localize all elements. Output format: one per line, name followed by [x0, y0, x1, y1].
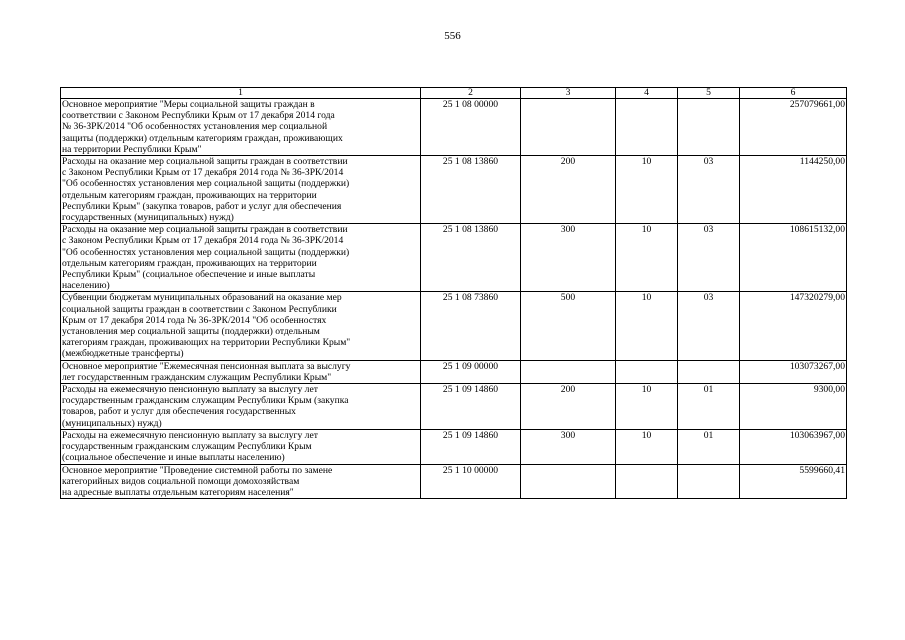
row-section-cell: 10: [616, 384, 678, 430]
row-name-cell: Расходы на ежемесячную пенсионную выплату за выслугу лет государственным гражданским служащим Республики Крым (социальное обеспечение и иные выплаты населению): [61, 429, 421, 464]
row-section-cell: 10: [616, 292, 678, 360]
row-subsection-cell: 03: [678, 224, 740, 292]
row-sum-cell: 108615132,00: [740, 224, 847, 292]
page-number: 556: [444, 30, 461, 42]
header-cell: 6: [740, 88, 847, 99]
table-row: [61, 292, 847, 360]
row-code-cell: 25 1 09 14860: [421, 429, 521, 464]
row-expense-type-cell: 300: [521, 429, 616, 464]
row-expense-type-cell: 200: [521, 156, 616, 224]
header-row: [61, 88, 847, 99]
row-sum-cell: 5599660,41: [740, 464, 847, 499]
header-cell: 4: [616, 88, 678, 99]
header-cell: 3: [521, 88, 616, 99]
row-subsection-cell: [678, 99, 740, 156]
row-section-cell: 10: [616, 156, 678, 224]
row-subsection-cell: [678, 464, 740, 499]
row-sum-cell: 1144250,00: [740, 156, 847, 224]
row-sum-cell: 103073267,00: [740, 360, 847, 383]
row-name-cell: Расходы на ежемесячную пенсионную выплату за выслугу лет государственным гражданским служащим Республики Крым (закупка товаров, работ и услуг для обеспечения государственных (муниципальных) нужд): [61, 384, 421, 430]
row-sum-cell: 147320279,00: [740, 292, 847, 360]
row-code-cell: 25 1 08 13860: [421, 156, 521, 224]
row-name-cell: Расходы на оказание мер социальной защиты граждан в соответствии с Законом Республики Крым от 17 декабря 2014 года № 36-ЗРК/2014 "Об особенностях установления мер социальной защиты (поддержки) отдельным категориям граждан, проживающих на территории Республики Крым" (закупка товаров, работ и услуг для обеспечения государственных (муниципальных) нужд): [61, 156, 421, 224]
row-subsection-cell: 01: [678, 384, 740, 430]
row-name-cell: Основное мероприятие "Меры социальной защиты граждан в соответствии с Законом Республики Крым от 17 декабря 2014 года № 36-ЗРК/2014 "Об особенностях установления мер социальной защиты (поддержки) отдельным категориям граждан, проживающих на территории Республики Крым": [61, 99, 421, 156]
row-expense-type-cell: 200: [521, 384, 616, 430]
row-code-cell: 25 1 10 00000: [421, 464, 521, 499]
row-section-cell: [616, 99, 678, 156]
table-row: [61, 360, 847, 383]
row-code-cell: 25 1 08 00000: [421, 99, 521, 156]
row-code-cell: 25 1 08 73860: [421, 292, 521, 360]
table-row: [61, 384, 847, 430]
header-cell: 1: [61, 88, 421, 99]
row-sum-cell: 9300,00: [740, 384, 847, 430]
row-code-cell: 25 1 09 00000: [421, 360, 521, 383]
table-row: [61, 224, 847, 292]
header-cell: 5: [678, 88, 740, 99]
header-cell: 2: [421, 88, 521, 99]
row-name-cell: Основное мероприятие "Проведение системной работы по замене категорийных видов социальной помощи домохозяйствам на адресные выплаты отдельным категориям населения": [61, 464, 421, 499]
row-sum-cell: 257079661,00: [740, 99, 847, 156]
table-row: [61, 464, 847, 499]
row-name-cell: Расходы на оказание мер социальной защиты граждан в соответствии с Законом Республики Крым от 17 декабря 2014 года № 36-ЗРК/2014 "Об особенностях установления мер социальной защиты (поддержки) отдельным категориям граждан, проживающих на территории Республики Крым" (социальное обеспечение и иные выплаты населению): [61, 224, 421, 292]
row-code-cell: 25 1 08 13860: [421, 224, 521, 292]
row-section-cell: [616, 464, 678, 499]
table-row: [61, 99, 847, 156]
row-code-cell: 25 1 09 14860: [421, 384, 521, 430]
row-section-cell: [616, 360, 678, 383]
table-row: [61, 156, 847, 224]
row-expense-type-cell: [521, 360, 616, 383]
table-row: [61, 429, 847, 464]
row-subsection-cell: 03: [678, 156, 740, 224]
row-expense-type-cell: 300: [521, 224, 616, 292]
row-subsection-cell: 01: [678, 429, 740, 464]
row-expense-type-cell: [521, 464, 616, 499]
row-name-cell: Субвенции бюджетам муниципальных образований на оказание мер социальной защиты граждан в соответствии с Законом Республики Крым от 17 декабря 2014 года № 36-ЗРК/2014 "Об особенностях установления мер социальной защиты (поддержки) отдельным категориям граждан, проживающих на территории Республики Крым" (межбюджетные трансферты): [61, 292, 421, 360]
row-name-cell: Основное мероприятие "Ежемесячная пенсионная выплата за выслугу лет государственным гражданским служащим Республики Крым": [61, 360, 421, 383]
budget-table: [60, 87, 847, 499]
row-sum-cell: 103063967,00: [740, 429, 847, 464]
row-expense-type-cell: 500: [521, 292, 616, 360]
row-subsection-cell: [678, 360, 740, 383]
row-section-cell: 10: [616, 224, 678, 292]
row-expense-type-cell: [521, 99, 616, 156]
row-subsection-cell: 03: [678, 292, 740, 360]
row-section-cell: 10: [616, 429, 678, 464]
